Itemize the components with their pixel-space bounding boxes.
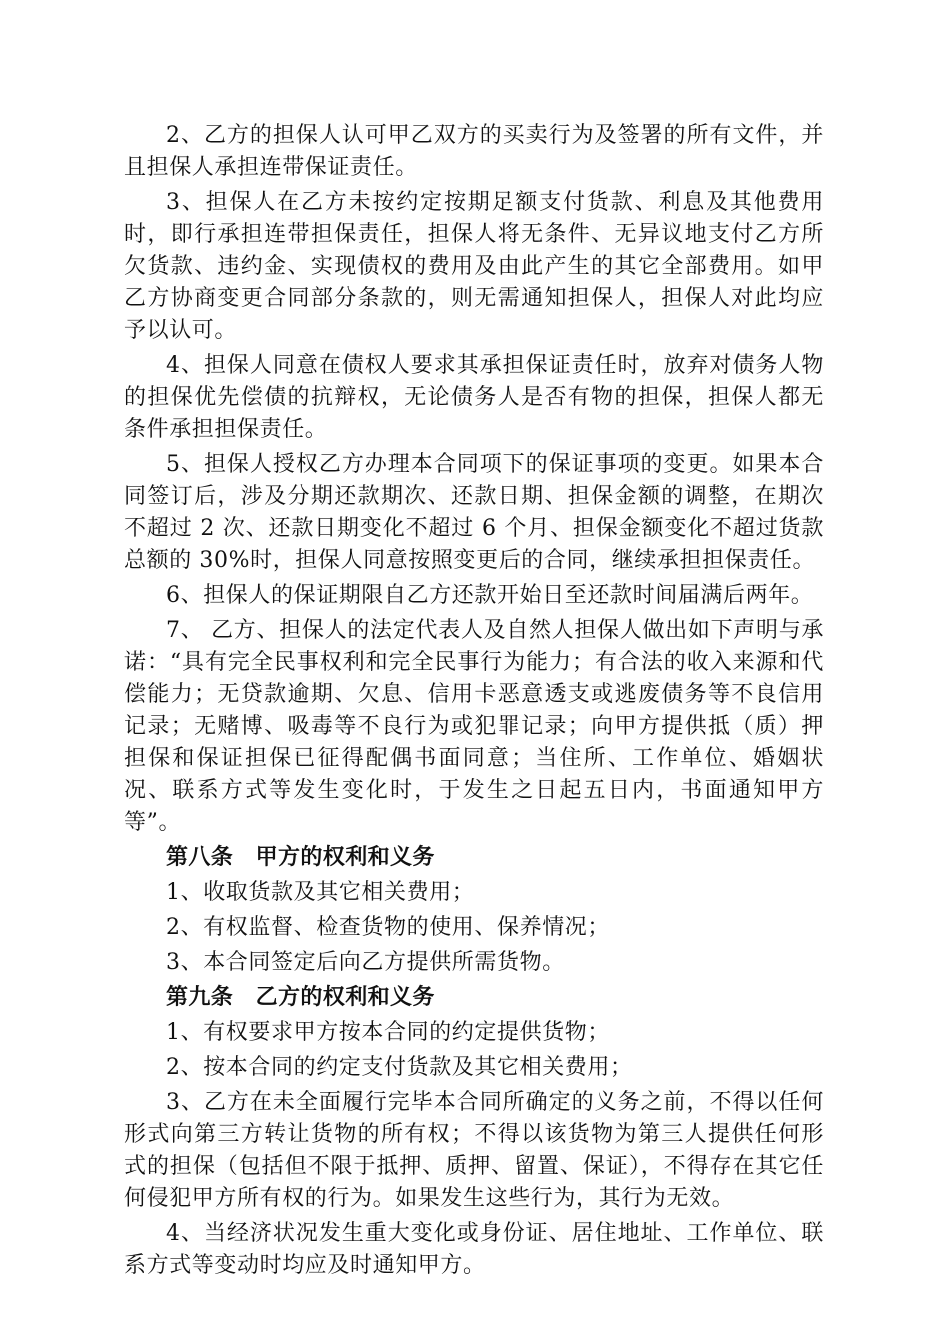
clause-joint-liability: 3、担保人在乙方未按约定按期足额支付货款、利息及其他费用时，即行承担连带担保责任，担保人将无条件、无异议地支付乙方所欠货款、违约金、实现债权的费用及由此产生的其它全部费用。如甲乙方协商变更合同部分条款的，则无需通知担保人，担保人对此均应予以认可。 bbox=[124, 190, 824, 343]
article-nine-item-1: 1、有权要求甲方按本合同的约定提供货物； bbox=[166, 1020, 610, 1045]
document-body bbox=[124, 120, 824, 1285]
clause-authorization-of-changes: 5、担保人授权乙方办理本合同项下的保证事项的变更。如果本合同签订后，涉及分期还款期次、还款日期、担保金额的调整，在期次不超过 2 次、还款日期变化不超过 6 个月、担保金额变化不超过货款总额的 30%时，担保人同意按照变更后的合同，继续承担担保责任。 bbox=[124, 452, 824, 573]
article-nine-item-3: 3、乙方在未全面履行完毕本合同所确定的义务之前，不得以任何形式向第三方转让货物的所有权；不得以该货物为第三人提供任何形式的担保（包括但不限于抵押、质押、留置、保证），不得存在其它任何侵犯甲方所有权的行为。如果发生这些行为，其行为无效。 bbox=[124, 1090, 824, 1211]
clause-guarantee-period: 6、担保人的保证期限自乙方还款开始日至还款时间届满后两年。 bbox=[166, 583, 814, 608]
article-nine-heading: 第九条 乙方的权利和义务 bbox=[166, 985, 435, 1010]
article-eight-heading: 第八条 甲方的权利和义务 bbox=[166, 845, 435, 870]
clause-declaration-and-commitment: 7、 乙方、担保人的法定代表人及自然人担保人做出如下声明与承诺：“具有完全民事权利和完全民事行为能力；有合法的收入来源和代偿能力；无贷款逾期、欠息、信用卡恶意透支或逃废债务等不良信用记录；无赌博、吸毒等不良行为或犯罪记录；向甲方提供抵（质）押担保和保证担保已征得配偶书面同意；当住所、工作单位、婚姻状况、联系方式等发生变化时，于发生之日起五日内，书面通知甲方等”。 bbox=[124, 618, 824, 835]
clause-guarantor-recognition: 2、乙方的担保人认可甲乙双方的买卖行为及签署的所有文件，并且担保人承担连带保证责任。 bbox=[124, 123, 824, 180]
article-nine-item-2: 2、按本合同的约定支付货款及其它相关费用； bbox=[166, 1055, 633, 1080]
article-eight-item-1: 1、收取货款及其它相关费用； bbox=[166, 880, 475, 905]
clause-waiver-of-defense: 4、担保人同意在债权人要求其承担保证责任时，放弃对债务人物的担保优先偿债的抗辩权，无论债务人是否有物的担保，担保人都无条件承担担保责任。 bbox=[124, 353, 824, 442]
article-eight-item-3: 3、本合同签定后向乙方提供所需货物。 bbox=[166, 950, 565, 975]
article-nine-item-4: 4、当经济状况发生重大变化或身份证、居住地址、工作单位、联系方式等变动时均应及时通知甲方。 bbox=[124, 1221, 824, 1278]
article-eight-item-2: 2、有权监督、检查货物的使用、保养情况； bbox=[166, 915, 610, 940]
